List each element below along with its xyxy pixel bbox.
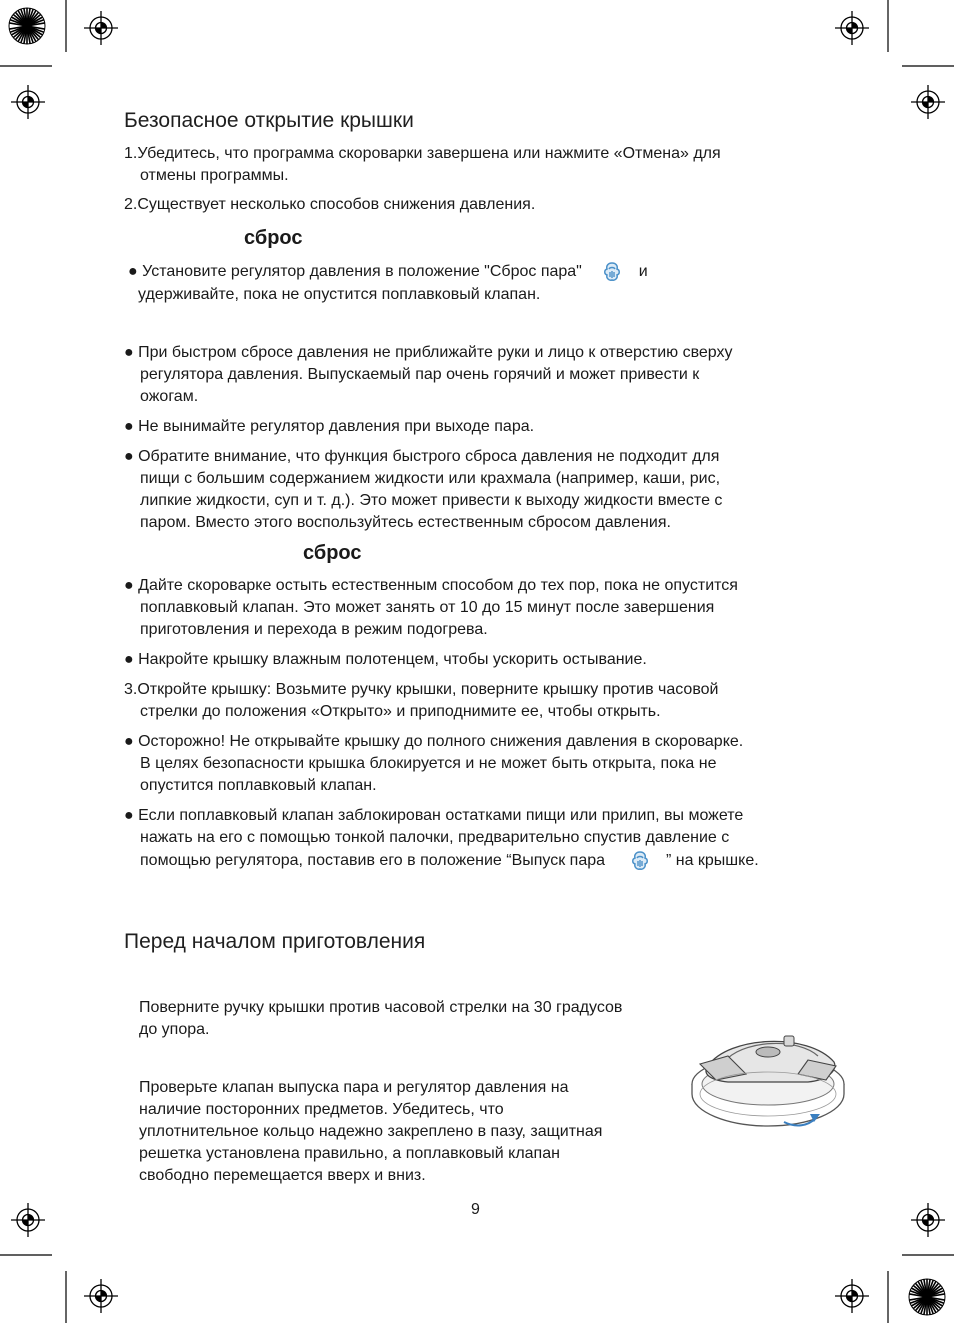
step-3-line: стрелки до положения «Открыто» и приподнимите ее, чтобы открыть. bbox=[140, 703, 661, 720]
natural-line: ● Дайте скороварке остыть естественным способом до тех пор, пока не опустится bbox=[124, 577, 738, 594]
section-title-safe-opening: Безопасное открытие крышки bbox=[124, 109, 414, 132]
warning-line: ожогам. bbox=[140, 388, 199, 405]
before-cooking-para-2 bbox=[139, 1077, 602, 1187]
para-line: Проверьте клапан выпуска пара и регулятор давления на bbox=[139, 1079, 569, 1096]
warning-bullet bbox=[124, 416, 733, 438]
warning-line: регулятора давления. Выпускаемый пар очень горячий и может привести к bbox=[140, 366, 700, 383]
caution-line bbox=[124, 849, 759, 873]
warning-line: липкие жидкости, суп и т. д.). Это может привести к выходу жидкости вместе с bbox=[140, 492, 723, 509]
para-line: решетка установлена правильно, а поплавковый клапан bbox=[139, 1145, 560, 1162]
warning-line: ● При быстром сбросе давления не приближайте руки и лицо к отверстию сверху bbox=[124, 344, 733, 361]
quick-release-line-1 bbox=[128, 260, 648, 284]
para-line: свободно перемещается вверх и вниз. bbox=[139, 1167, 426, 1184]
caution-line: В целях безопасности крышка блокируется и не может быть открыта, пока не bbox=[140, 755, 717, 772]
caution-line: ● Если поплавковый клапан заблокирован остатками пищи или прилип, вы можете bbox=[124, 807, 744, 824]
caution-bullet bbox=[124, 805, 759, 873]
quick-release-and: и bbox=[638, 263, 648, 281]
warning-line: паром. Вместо этого воспользуйтесь естественным сбросом давления. bbox=[140, 514, 671, 531]
caution-line: ● Осторожно! Не открывайте крышку до полного снижения давления в скороварке. bbox=[124, 733, 744, 750]
natural-release-heading: сброс bbox=[303, 542, 362, 564]
para-line: наличие посторонних предметов. Убедитесь, что bbox=[139, 1101, 504, 1118]
step-1-line-1: 1.Убедитесь, что программа скороварки завершена или нажмите «Отмена» для bbox=[124, 145, 721, 162]
before-cooking-para-1 bbox=[139, 997, 622, 1041]
quick-release-instruction bbox=[128, 260, 648, 306]
quick-release-warnings bbox=[124, 342, 733, 534]
page-number: 9 bbox=[471, 1201, 480, 1218]
quick-release-heading: сброс bbox=[244, 227, 303, 249]
caution-bullet bbox=[124, 731, 759, 797]
section-title-before-cooking: Перед началом приготовления bbox=[124, 930, 426, 953]
warning-line: ● Не вынимайте регулятор давления при выходе пара. bbox=[124, 418, 535, 435]
warning-bullet bbox=[124, 446, 733, 534]
steam-release-icon bbox=[600, 260, 624, 284]
step-1 bbox=[124, 143, 721, 187]
caution-line: опустится поплавковый клапан. bbox=[140, 777, 377, 794]
step-3-line: 3.Откройте крышку: Возьмите ручку крышки, поверните крышку против часовой bbox=[124, 681, 719, 698]
quick-release-line-2: удерживайте, пока не опустится поплавковый клапан. bbox=[138, 286, 541, 303]
step-2: 2.Существует несколько способов снижения давления. bbox=[124, 196, 536, 213]
natural-bullet bbox=[124, 649, 759, 671]
lid-illustration bbox=[688, 1022, 858, 1132]
caution-line: нажать на его с помощью тонкой палочки, предварительно спустив давление с bbox=[140, 829, 730, 846]
natural-bullet bbox=[124, 575, 759, 641]
para-line: до упора. bbox=[139, 1021, 210, 1038]
natural-release-steps bbox=[124, 575, 759, 873]
warning-bullet bbox=[124, 342, 733, 408]
natural-line: ● Накройте крышку влажным полотенцем, чтобы ускорить остывание. bbox=[124, 651, 647, 668]
step-1-line-2: отмены программы. bbox=[140, 167, 289, 184]
para-line: уплотнительное кольцо надежно закреплено в пазу, защитная bbox=[139, 1123, 603, 1140]
warning-line: ● Обратите внимание, что функция быстрого сброса давления не подходит для bbox=[124, 448, 720, 465]
natural-line: поплавковый клапан. Это может занять от 10 до 15 минут после завершения bbox=[140, 599, 715, 616]
warning-line: пищи с большим содержанием жидкости или крахмала (например, каши, рис, bbox=[140, 470, 721, 487]
step-3 bbox=[124, 679, 759, 723]
steam-release-icon bbox=[628, 849, 652, 873]
caution-line-text: помощью регулятора, поставив его в положение “Выпуск пара bbox=[140, 852, 606, 870]
quick-release-text: ● Установите регулятор давления в положение "Сброс пара" bbox=[128, 263, 582, 281]
caution-line-end: ” на крышке. bbox=[665, 852, 759, 870]
natural-line: приготовления и перехода в режим подогрева. bbox=[140, 621, 488, 638]
para-line: Поверните ручку крышки против часовой стрелки на 30 градусов bbox=[139, 999, 623, 1016]
